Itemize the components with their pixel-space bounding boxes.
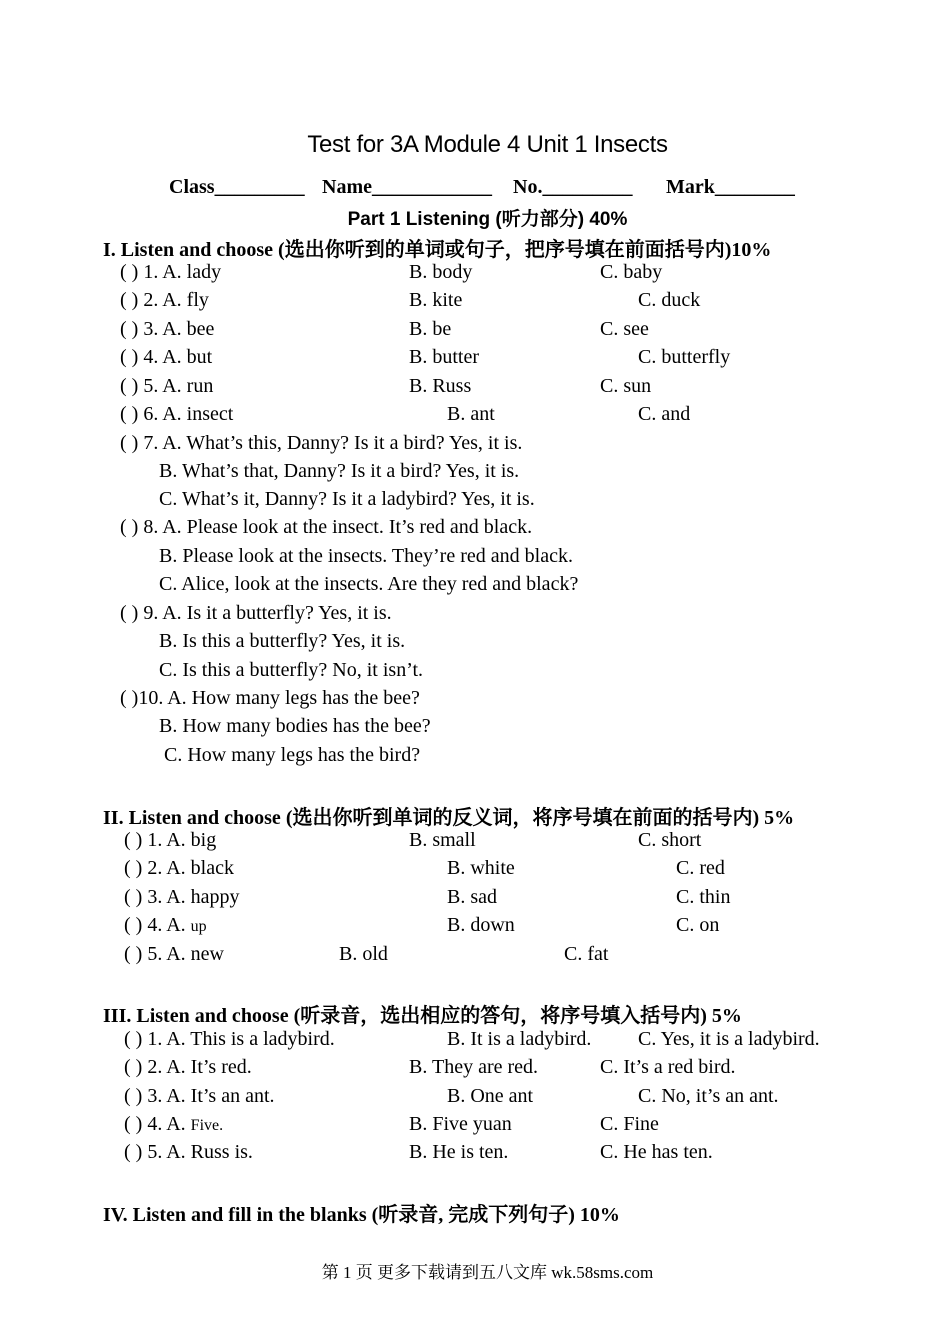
s1-q2: ( ) 2. A. fly: [120, 289, 209, 311]
s1-q8-c: C. Alice, look at the insects. Are they red and black?: [159, 573, 579, 595]
number-field: No._________: [513, 176, 633, 198]
s1-q1: ( ) 1. A. lady: [120, 261, 222, 283]
mark-field: Mark________: [666, 176, 795, 198]
s1-q8-b: B. Please look at the insects. They’re red and black.: [159, 545, 573, 567]
s1-q6-c: C. and: [638, 403, 691, 425]
s1-q6-b: B. ant: [447, 403, 495, 425]
s1-q3-c: C. see: [600, 318, 649, 340]
s1-q5-c: C. sun: [600, 375, 652, 397]
s2-q3: ( ) 3. A. happy: [124, 886, 240, 908]
s2-q5-c: C. fat: [564, 943, 609, 965]
s3-q5-b: B. He is ten.: [409, 1141, 509, 1163]
s1-q9-b: B. Is this a butterfly? Yes, it is.: [159, 630, 406, 652]
name-field: Name____________: [322, 176, 492, 198]
s3-q4-c: C. Fine: [600, 1113, 659, 1135]
s1-q7-b: B. What’s that, Danny? Is it a bird? Yes, it is.: [159, 460, 520, 482]
s3-q2-c: C. It’s a red bird.: [600, 1056, 736, 1078]
s1-q2-b: B. kite: [409, 289, 463, 311]
s2-q4-a-word: up: [190, 918, 207, 935]
s2-q4: [124, 914, 207, 937]
s2-q5-b: B. old: [339, 943, 388, 965]
s1-q2-c: C. duck: [638, 289, 701, 311]
s2-q3-b: B. sad: [447, 886, 497, 908]
s3-q4-a-word: Five.: [190, 1117, 224, 1134]
s2-q4-b: B. down: [447, 914, 515, 936]
s3-q5: ( ) 5. A. Russ is.: [124, 1141, 253, 1163]
s2-q4-c: C. on: [676, 914, 720, 936]
part-1-heading: Part 1 Listening (听力部分) 40%: [347, 209, 628, 230]
s2-q5: ( ) 5. A. new: [124, 943, 224, 965]
s3-q5-c: C. He has ten.: [600, 1141, 713, 1163]
section-2-heading: II. Listen and choose (选出你听到单词的反义词，将序号填在前面的括号内) 5%: [103, 807, 795, 829]
s1-q1-b: B. body: [409, 261, 473, 283]
s1-q3: ( ) 3. A. bee: [120, 318, 215, 340]
s2-q2-b: B. white: [447, 857, 515, 879]
s3-q4-b: B. Five yuan: [409, 1113, 512, 1135]
s1-q3-b: B. be: [409, 318, 452, 340]
s3-q1-b: B. It is a ladybird.: [447, 1028, 592, 1050]
s1-q1-c: C. baby: [600, 261, 663, 283]
section-4-heading: IV. Listen and fill in the blanks (听录音, 完成下列句子) 10%: [103, 1204, 620, 1226]
s2-q1-b: B. small: [409, 829, 476, 851]
s3-q4: [124, 1113, 223, 1136]
s3-q1: ( ) 1. A. This is a ladybird.: [124, 1028, 335, 1050]
s1-q7-c: C. What’s it, Danny? Is it a ladybird? Yes, it is.: [159, 488, 535, 510]
s1-q4-c: C. butterfly: [638, 346, 731, 368]
class-field: Class_________: [169, 176, 305, 198]
page-footer: 第 1 页 更多下载请到五八文库 wk.58sms.com: [321, 1263, 654, 1282]
s1-q5: ( ) 5. A. run: [120, 375, 214, 397]
s3-q2: ( ) 2. A. It’s red.: [124, 1056, 252, 1078]
page-title: Test for 3A Module 4 Unit 1 Insects: [307, 131, 668, 158]
s1-q10-a: ( )10. A. How many legs has the bee?: [120, 687, 420, 709]
s1-q10-c: C. How many legs has the bird?: [164, 744, 421, 766]
section-3-heading: III. Listen and choose (听录音，选出相应的答句，将序号填入括号内) 5%: [103, 1005, 742, 1027]
s3-q3-c: C. No, it’s an ant.: [638, 1085, 779, 1107]
s1-q9-a: ( ) 9. A. Is it a butterfly? Yes, it is.: [120, 602, 392, 624]
s2-q1-c: C. short: [638, 829, 702, 851]
s1-q4: ( ) 4. A. but: [120, 346, 213, 368]
s2-q4-a: ( ) 4. A.: [124, 914, 186, 936]
s2-q1: ( ) 1. A. big: [124, 829, 217, 851]
s2-q2-c: C. red: [676, 857, 725, 879]
s1-q9-c: C. Is this a butterfly? No, it isn’t.: [159, 659, 424, 681]
s2-q3-c: C. thin: [676, 886, 731, 908]
s1-q5-b: B. Russ: [409, 375, 472, 397]
s1-q4-b: B. butter: [409, 346, 479, 368]
s3-q4-a: ( ) 4. A.: [124, 1113, 186, 1135]
s3-q3-b: B. One ant: [447, 1085, 534, 1107]
s3-q3: ( ) 3. A. It’s an ant.: [124, 1085, 275, 1107]
s3-q1-c: C. Yes, it is a ladybird.: [638, 1028, 820, 1050]
s1-q8-a: ( ) 8. A. Please look at the insect. It’s red and black.: [120, 516, 533, 538]
s2-q2: ( ) 2. A. black: [124, 857, 234, 879]
s1-q7-a: ( ) 7. A. What’s this, Danny? Is it a bird? Yes, it is.: [120, 432, 523, 454]
s3-q2-b: B. They are red.: [409, 1056, 539, 1078]
s1-q6: ( ) 6. A. insect: [120, 403, 234, 425]
s1-q10-b: B. How many bodies has the bee?: [159, 715, 431, 737]
section-1-heading: I. Listen and choose (选出你听到的单词或句子，把序号填在前面括号内)10%: [103, 239, 772, 261]
